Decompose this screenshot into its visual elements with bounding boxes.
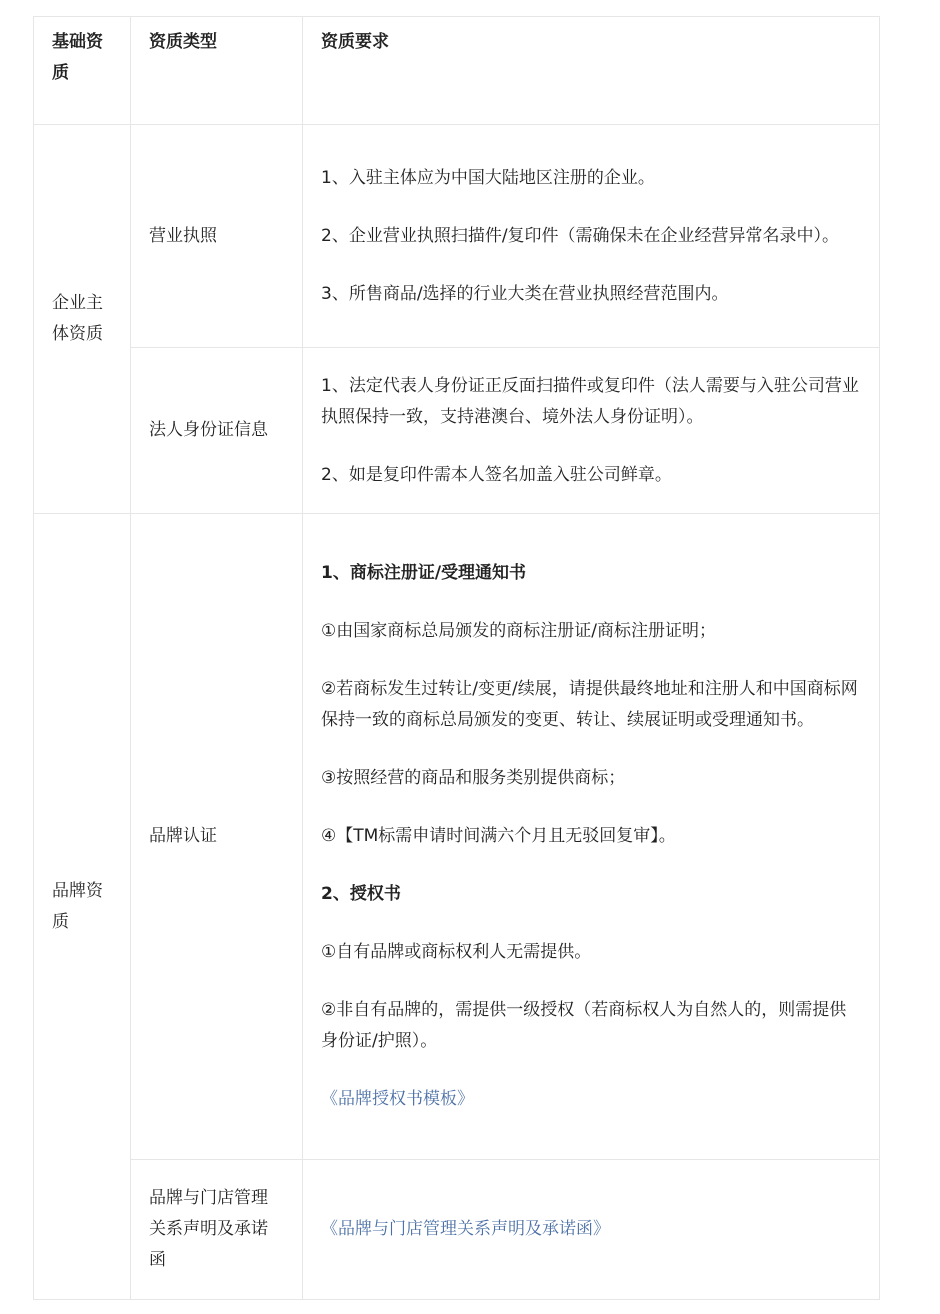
requirement-item: ②非自有品牌的，需提供一级授权（若商标权人为自然人的，则需提供身份证/护照）。 (321, 1000, 847, 1051)
requirement-item: ①由国家商标总局颁发的商标注册证/商标注册证明； (321, 621, 716, 641)
link-wrapper (321, 1214, 861, 1245)
requirement-business-license (303, 125, 880, 348)
brand-authorization-template-link[interactable]: 《品牌授权书模板》 (321, 1089, 474, 1109)
requirement-item: ②若商标发生过转让/变更/续展，请提供最终地址和注册人和中国商标网保持一致的商标总局颁发的变更、转让、续展证明或受理通知书。 (321, 679, 858, 730)
type-business-license: 营业执照 (131, 125, 303, 348)
table-row (34, 348, 880, 514)
table-header-row (34, 17, 880, 125)
header-qualification-requirement: 资质要求 (303, 17, 880, 125)
section-heading-authorization (321, 879, 861, 910)
header-qualification-type: 资质类型 (131, 17, 303, 125)
type-legal-id: 法人身份证信息 (131, 348, 303, 514)
category-brand: 品牌资质 (34, 514, 131, 1300)
table-row (34, 514, 880, 1160)
requirement-item: 1、法定代表人身份证正反面扫描件或复印件（法人需要与入驻公司营业执照保持一致，支持港澳台、境外法人身份证明）。 (321, 375, 859, 427)
section-heading-trademark (321, 558, 861, 589)
table-row (34, 125, 880, 348)
requirement-item: 3、所售商品/选择的行业大类在营业执照经营范围内。 (321, 283, 729, 304)
authorization-heading: 2、授权书 (321, 884, 401, 904)
requirement-item: ③按照经营的商品和服务类别提供商标； (321, 768, 626, 788)
link-wrapper (321, 1084, 861, 1115)
requirement-item: 1、入驻主体应为中国大陆地区注册的企业。 (321, 167, 655, 188)
requirement-brand-store-statement (303, 1160, 880, 1300)
type-brand-certification: 品牌认证 (131, 514, 303, 1160)
table-row (34, 1160, 880, 1300)
requirement-item: 2、企业营业执照扫描件/复印件（需确保未在企业经营异常名录中）。 (321, 225, 840, 246)
type-brand-store-statement: 品牌与门店管理关系声明及承诺函 (131, 1160, 303, 1300)
brand-store-statement-link[interactable]: 《品牌与门店管理关系声明及承诺函》 (321, 1219, 610, 1239)
qualification-table (33, 16, 880, 1300)
requirement-legal-id (303, 348, 880, 514)
trademark-heading: 1、商标注册证/受理通知书 (321, 563, 527, 583)
category-enterprise: 企业主体资质 (34, 125, 131, 514)
header-basic-qualification: 基础资质 (34, 17, 131, 125)
requirement-item: ①自有品牌或商标权利人无需提供。 (321, 942, 592, 962)
requirement-item: 2、如是复印件需本人签名加盖入驻公司鲜章。 (321, 464, 672, 485)
requirement-item: ④【TM标需申请时间满六个月且无驳回复审】。 (321, 826, 676, 846)
requirement-brand-certification (303, 514, 880, 1160)
